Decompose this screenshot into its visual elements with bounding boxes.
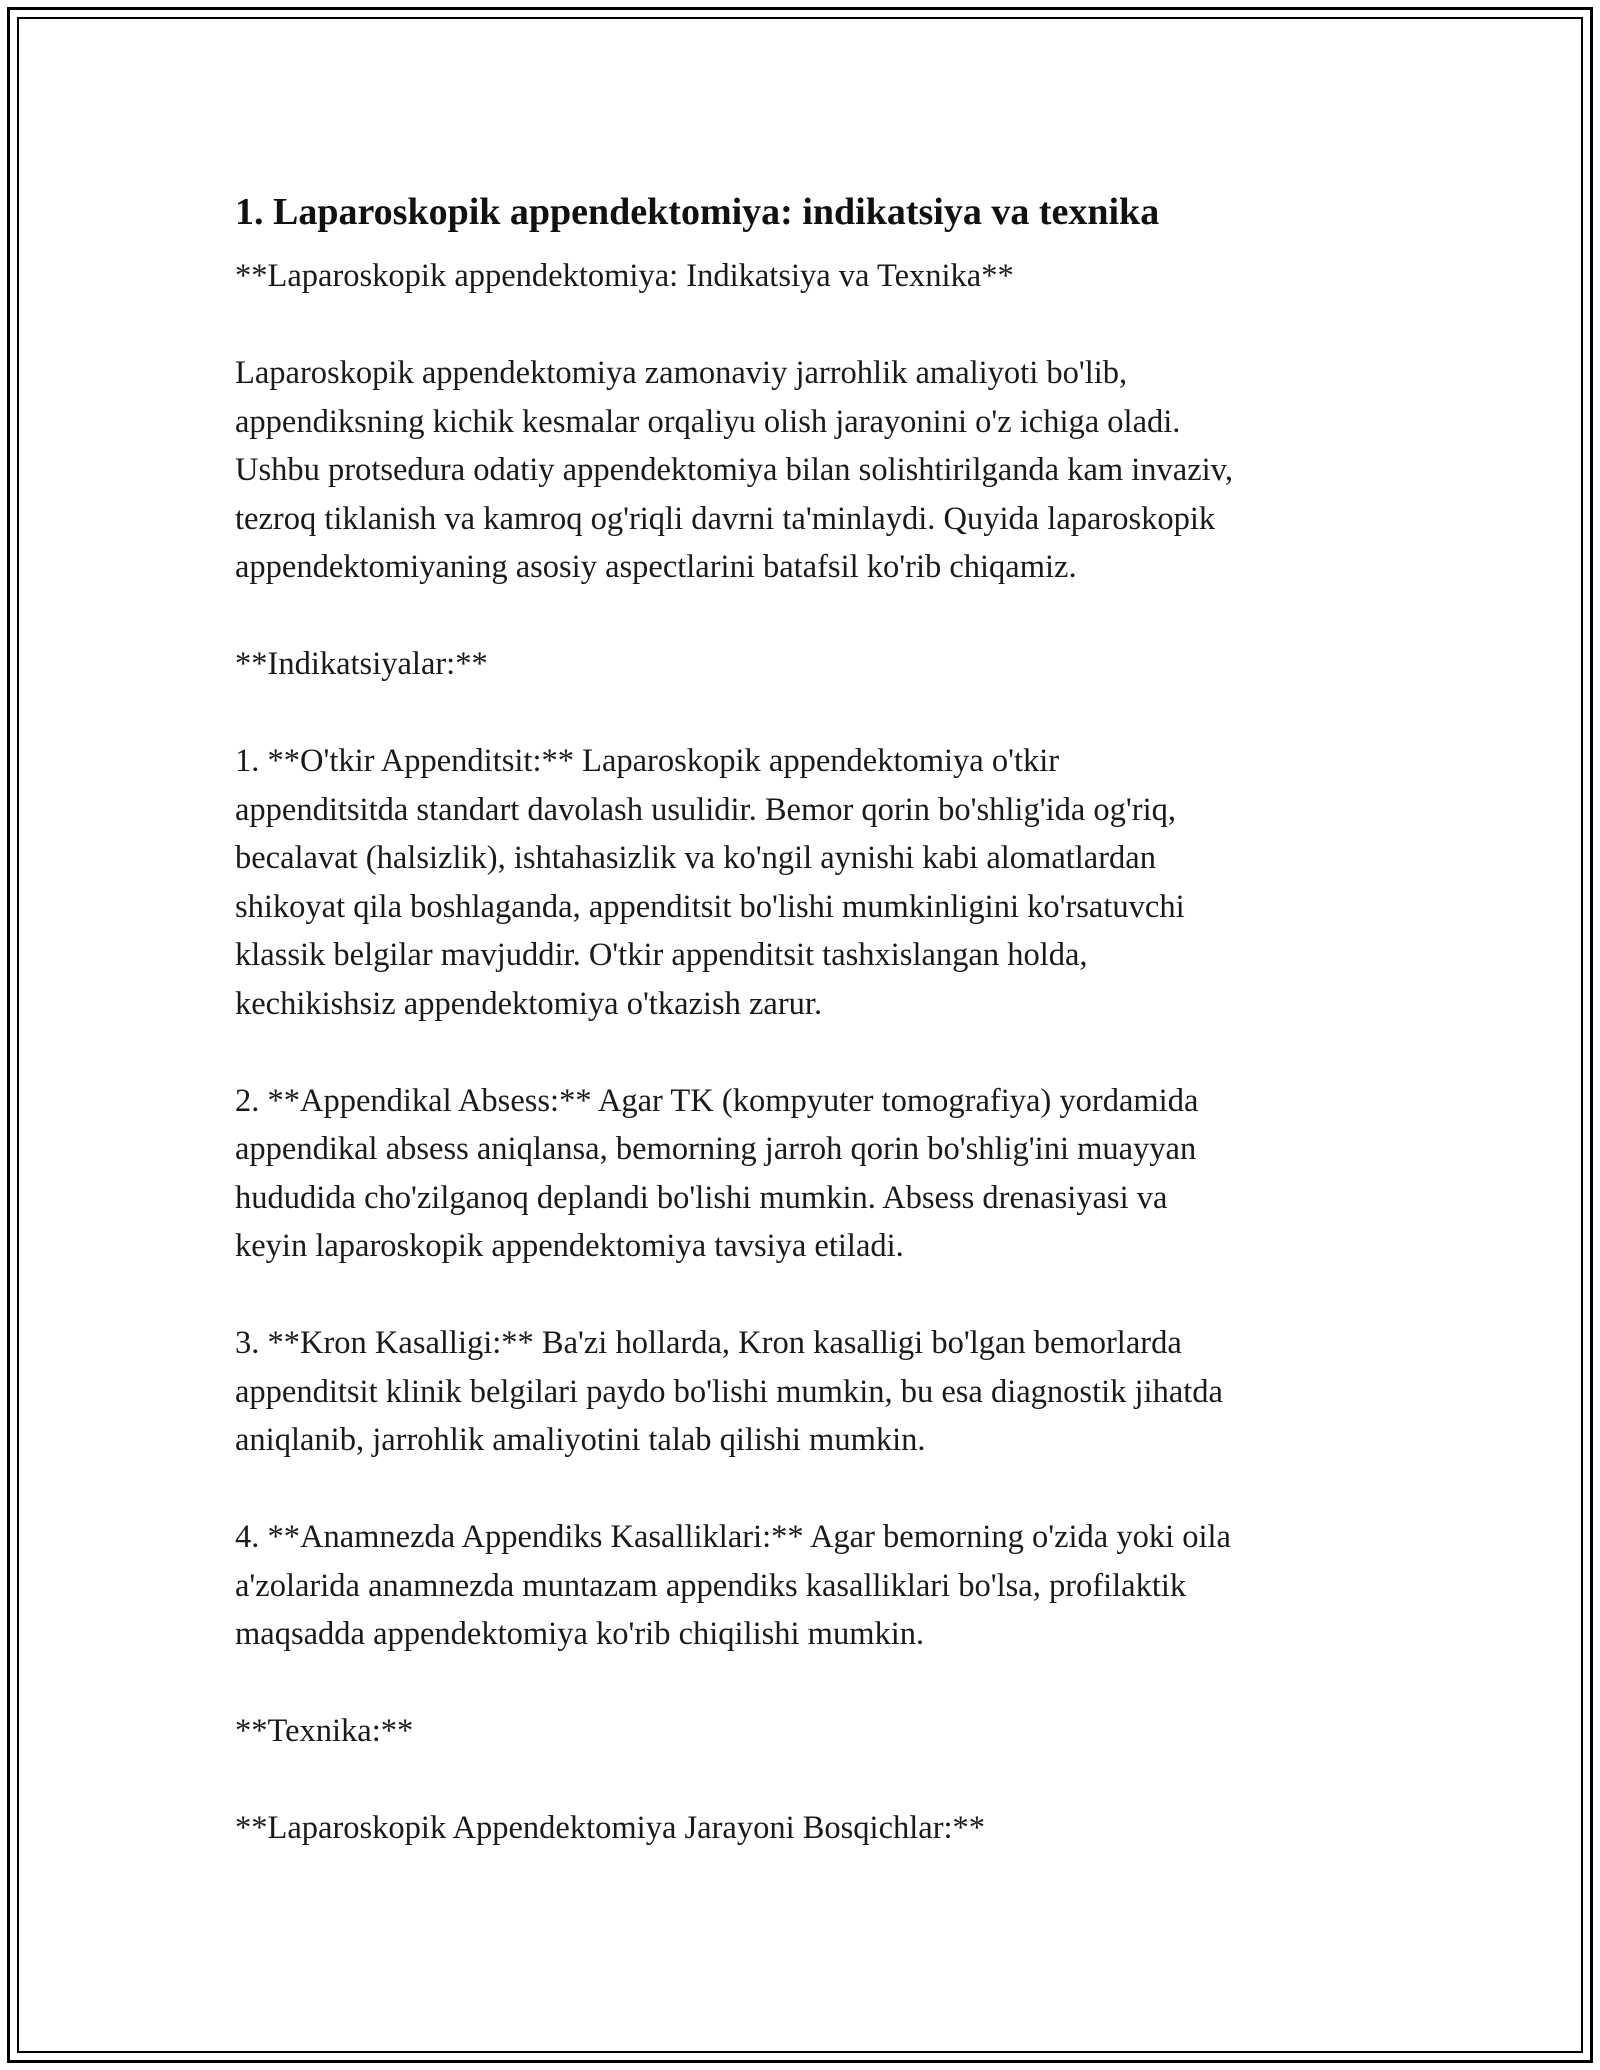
indication-line: appendikal absess aniqlansa, bemorning jarroh qorin bo'shlig'ini muayyan [235, 1131, 1197, 1167]
technique-heading: **Texnika:** [235, 1713, 414, 1749]
intro-line: Laparoskopik appendektomiya zamonaviy jarrohlik amaliyoti bo'lib, [235, 355, 1128, 391]
intro-line: tezroq tiklanish va kamroq og'riqli davrni ta'minlaydi. Quyida laparoskopik [235, 500, 1216, 537]
document-subtitle: **Laparoskopik appendektomiya: Indikatsiya va Texnika** [235, 258, 1014, 294]
indication-line: 1. **O'tkir Appenditsit:** Laparoskopik appendektomiya o'tkir [235, 743, 1060, 779]
indication-line: keyin laparoskopik appendektomiya tavsiya etiladi. [235, 1228, 904, 1264]
indication-line: klassik belgilar mavjuddir. O'tkir appenditsit tashxislangan holda, [235, 937, 1088, 973]
intro-line: appendektomiyaning asosiy aspectlarini batafsil ko'rib chiqamiz. [235, 549, 1077, 585]
indication-line: aniqlanib, jarrohlik amaliyotini talab qilishi mumkin. [235, 1422, 926, 1458]
document-body [235, 186, 1385, 1853]
indication-item-1 [235, 737, 1385, 1028]
indication-item-3 [235, 1319, 1385, 1465]
intro-line: appendiksning kichik kesmalar orqaliyu olish jarayonini o'z ichiga oladi. [235, 403, 1181, 440]
indication-item-4 [235, 1513, 1385, 1659]
intro-line: Ushbu protsedura odatiy appendektomiya bilan solishtirilganda kam invaziv, [235, 452, 1233, 488]
indication-line: shikoyat qila boshlaganda, appenditsit bo'lishi mumkinligini ko'rsatuvchi [235, 888, 1185, 925]
indication-line: 4. **Anamnezda Appendiks Kasalliklari:** Agar bemorning o'zida yoki oila [235, 1519, 1231, 1555]
intro-paragraph [235, 349, 1385, 592]
indication-line: appenditsitda standart davolash usulidir. Bemor qorin bo'shlig'ida og'riq, [235, 791, 1176, 828]
indication-line: becalavat (halsizlik), ishtahasizlik va ko'ngil aynishi kabi alomatlardan [235, 840, 1156, 876]
indication-line: appenditsit klinik belgilari paydo bo'lishi mumkin, bu esa diagnostik jihatda [235, 1373, 1223, 1410]
indication-line: 3. **Kron Kasalligi:** Ba'zi hollarda, Kron kasalligi bo'lgan bemorlarda [235, 1325, 1182, 1361]
indications-heading: **Indikatsiyalar:** [235, 646, 488, 682]
indication-line: 2. **Appendikal Absess:** Agar TK (kompyuter tomografiya) yordamida [235, 1082, 1199, 1119]
indication-line: maqsadda appendektomiya ko'rib chiqilishi mumkin. [235, 1616, 925, 1652]
indication-line: kechikishsiz appendektomiya o'tkazish zarur. [235, 985, 823, 1022]
indication-line: a'zolarida anamnezda muntazam appendiks kasalliklari bo'lsa, profilaktik [235, 1567, 1187, 1604]
steps-heading: **Laparoskopik Appendektomiya Jarayoni Bosqichlar:** [235, 1810, 986, 1846]
indication-line: hududida cho'zilganoq deplandi bo'lishi mumkin. Absess drenasiyasi va [235, 1179, 1168, 1216]
indication-item-2 [235, 1077, 1385, 1271]
document-title: 1. Laparoskopik appendektomiya: indikatsiya va texnika [235, 191, 1160, 233]
